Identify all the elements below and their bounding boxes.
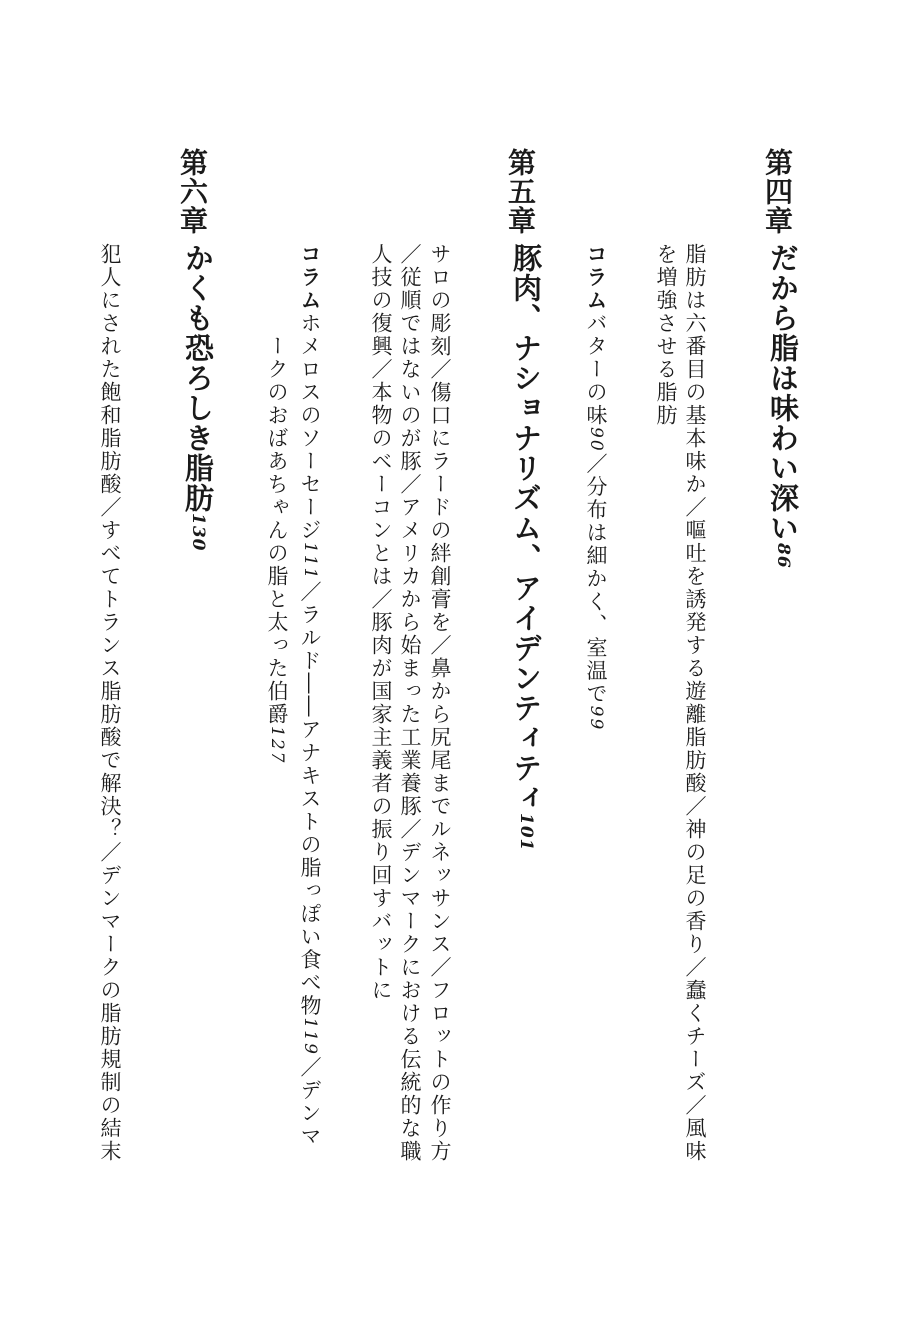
chapter-5-number: 第五章 bbox=[504, 148, 537, 235]
chapter-5-column-line-2 bbox=[259, 335, 295, 764]
chapter-5-column-item-4: ークのおばあちゃんの脂と太った伯爵 bbox=[265, 335, 289, 726]
chapter-5-page: 101 bbox=[516, 813, 536, 852]
chapter-5-column-page-2: 119 bbox=[300, 1017, 320, 1056]
chapter-6-title: かくも恐ろしき脂肪 bbox=[181, 243, 215, 513]
chapter-5-column-label: コラム bbox=[298, 243, 323, 312]
chapter-4-number: 第四章 bbox=[761, 148, 794, 235]
chapter-4-column-item-1: バターの味 bbox=[584, 312, 608, 427]
chapter-4-column-page-1: 90 bbox=[586, 427, 606, 453]
chapter-5-title-line bbox=[504, 243, 548, 852]
chapter-4-column-item-2: ／分布は細かく、室温で bbox=[584, 452, 608, 706]
chapter-6-title-line bbox=[176, 243, 220, 552]
chapter-4-column-line bbox=[578, 243, 614, 731]
chapter-4-column-page-2: 99 bbox=[586, 705, 606, 732]
chapter-5-body-line-3: 人技の復興／本物のベーコンとは／豚肉が国家主義者の振り回すバットに bbox=[369, 243, 393, 1002]
chapter-4-column-label: コラム bbox=[584, 243, 609, 312]
chapter-4-body-line-2: を増強させる脂肪 bbox=[654, 243, 678, 427]
chapter-6-number: 第六章 bbox=[176, 148, 209, 235]
chapter-5-body-line-1: サロの彫刻／傷口にラードの絆創膏を／鼻から尻尾までルネッサンス／フロットの作り方 bbox=[428, 243, 452, 1163]
chapter-5-column-page-1: 111 bbox=[300, 542, 320, 581]
chapter-4-body-line-1: 脂肪は六番目の基本味か／嘔吐を誘発する遊離脂肪酸／神の足の香り／蠢くチーズ／風味 bbox=[683, 243, 707, 1163]
chapter-5-column-page-3: 127 bbox=[267, 726, 287, 765]
chapter-4-page: 86 bbox=[773, 543, 793, 569]
chapter-6-page: 130 bbox=[188, 513, 208, 552]
chapter-4-title-line bbox=[761, 243, 805, 569]
chapter-6-body-line-1: 犯人にされた飽和脂肪酸／すべてトランス脂肪酸で解決？／デンマークの脂肪規制の結末 bbox=[98, 243, 122, 1163]
chapter-5-column-item-2: ／ラルド――アナキストの脂っぽい食べ物 bbox=[298, 580, 322, 1018]
chapter-5-column-item-3: ／デンマ bbox=[298, 1055, 322, 1148]
chapter-5-body-line-2: ／従順ではないのが豚／アメリカから始まった工業養豚／デンマークにおける伝統的な職 bbox=[398, 243, 422, 1163]
chapter-4-title: だから脂は味わい深い bbox=[766, 243, 800, 543]
chapter-5-title: 豚肉、ナショナリズム、アイデンティティ bbox=[509, 243, 543, 813]
chapter-5-column-item-1: ホメロスのソーセージ bbox=[298, 312, 322, 542]
chapter-5-column-line-1 bbox=[292, 243, 328, 1148]
